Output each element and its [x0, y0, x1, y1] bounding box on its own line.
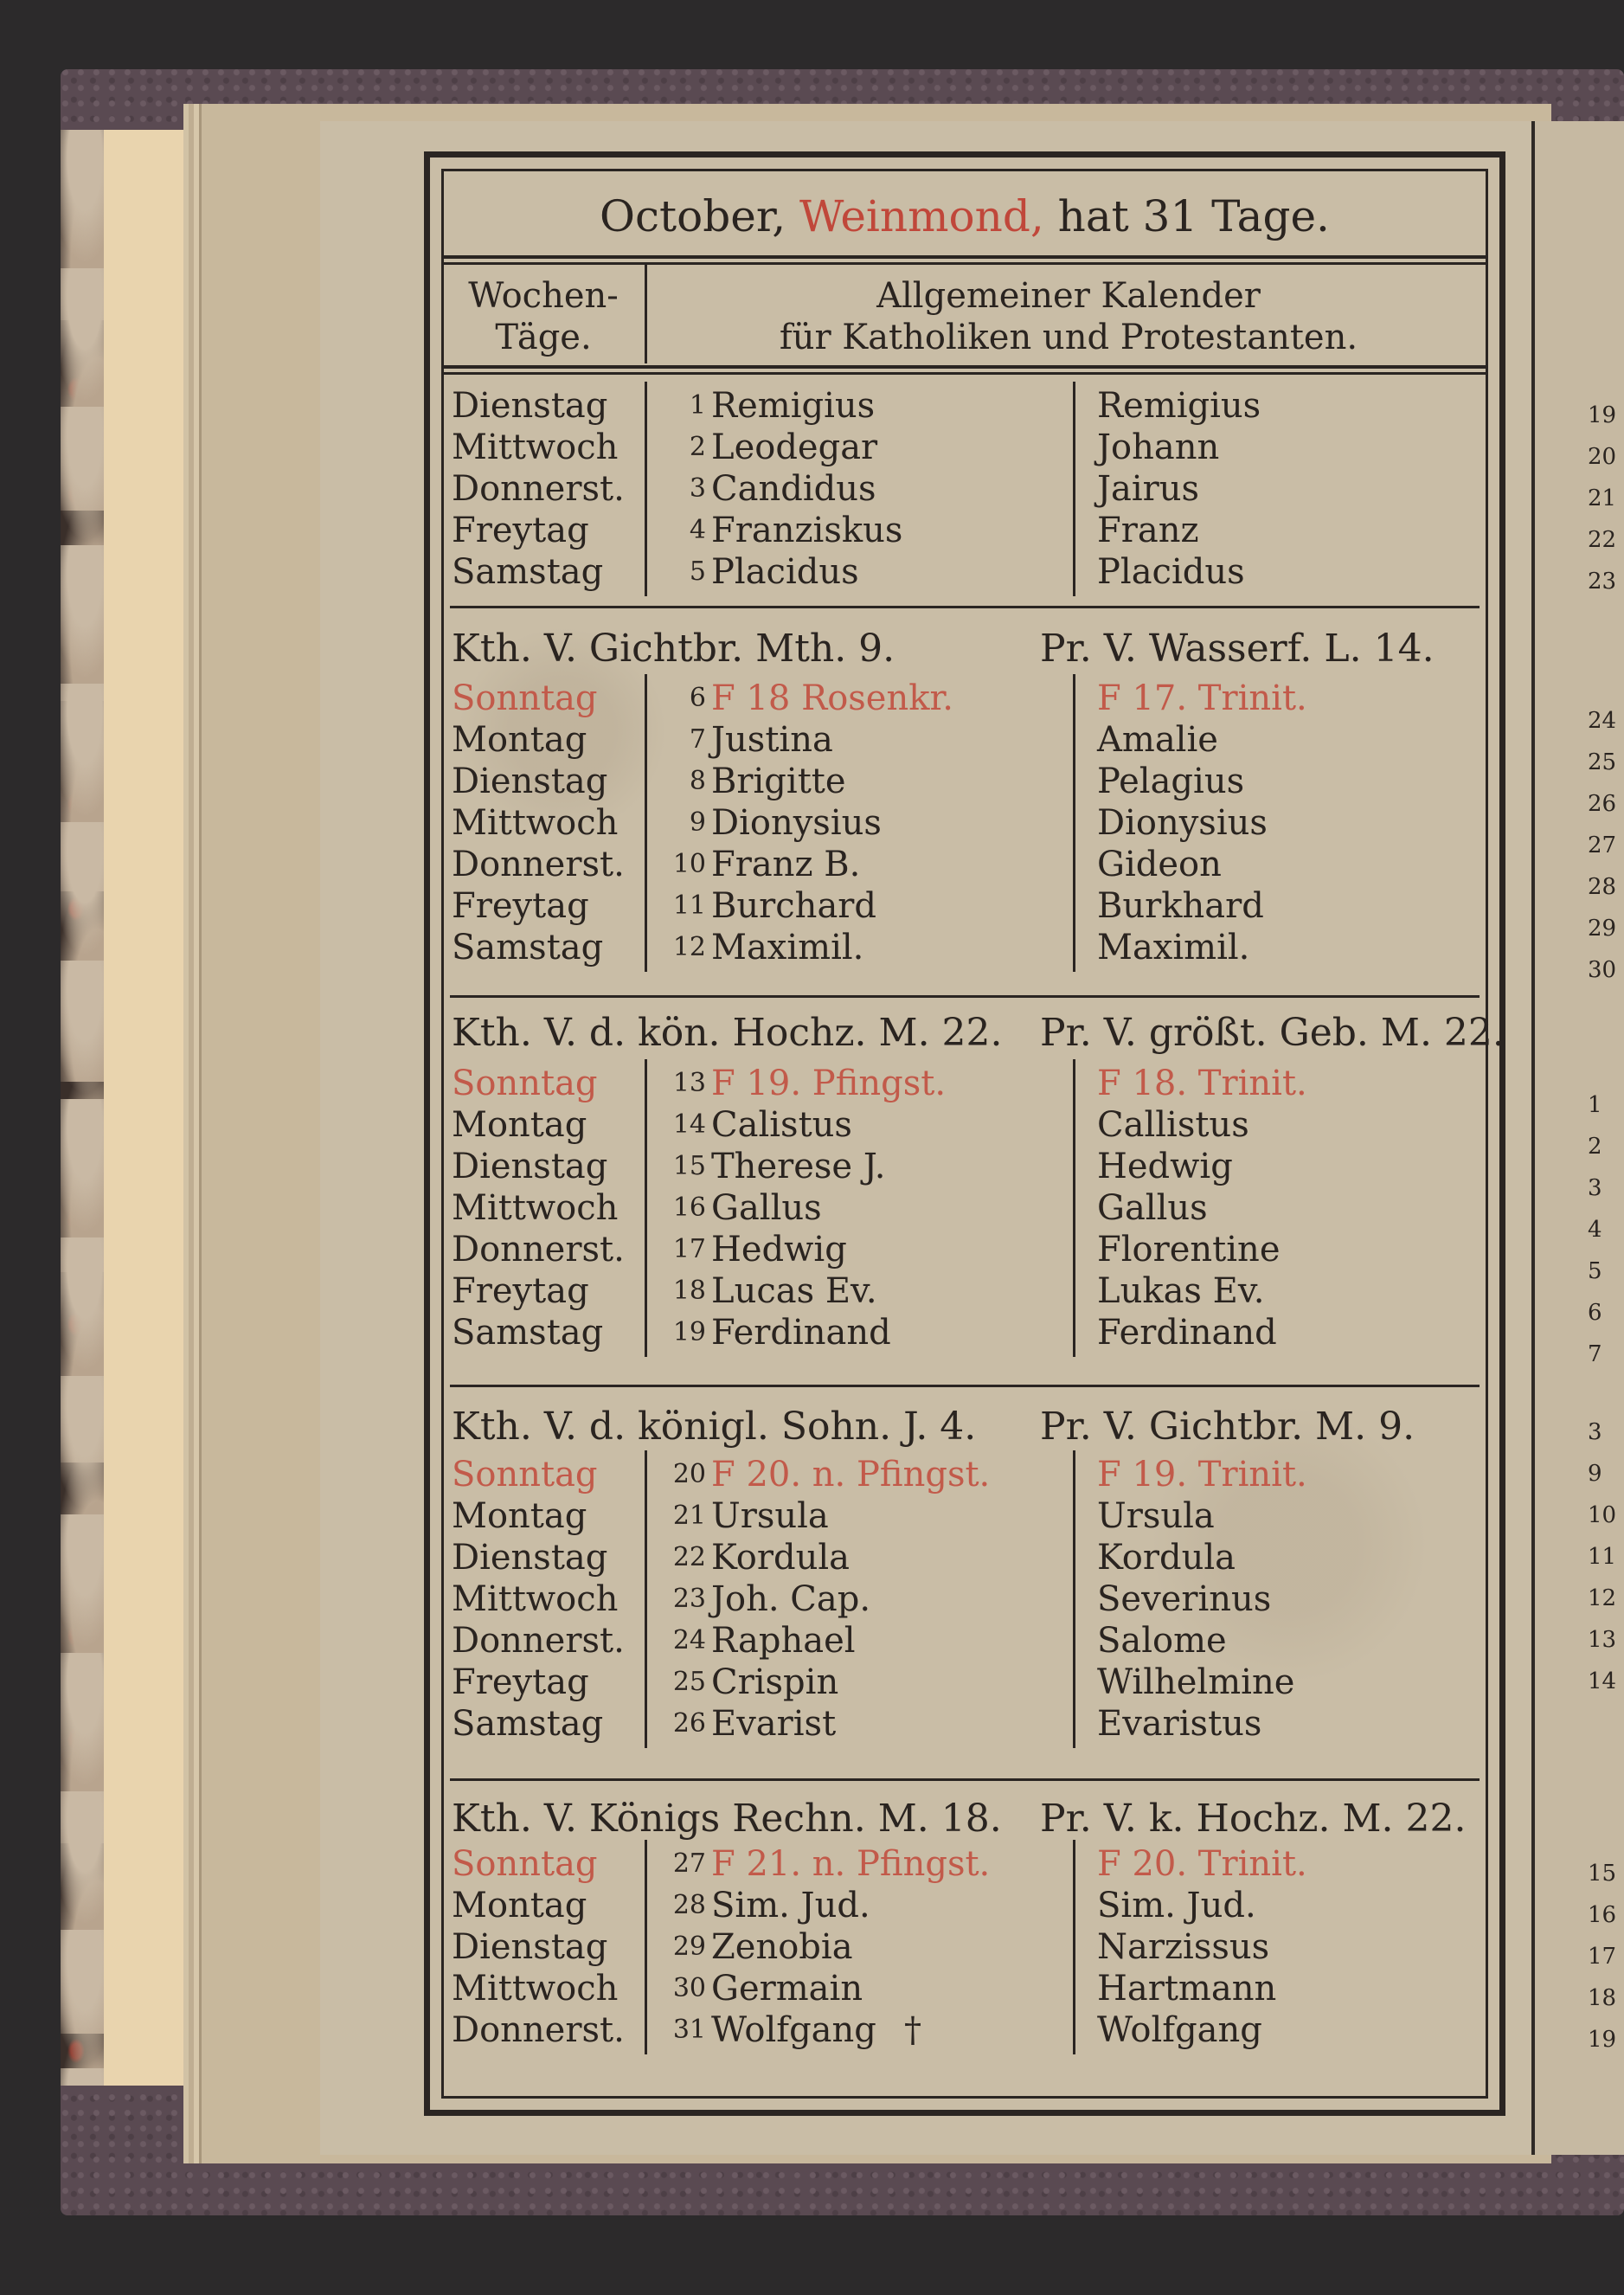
protestant-saint: Evaristus — [1097, 1704, 1262, 1744]
next-page-day-number: 27 — [1588, 832, 1617, 858]
protestant-saint: Dionysius — [1097, 803, 1268, 843]
catholic-moon-phase: Kth. V. d. kön. Hochz. M. 22. — [452, 1011, 1003, 1055]
column-divider — [1073, 382, 1075, 596]
moon-phase-line — [452, 1791, 1481, 1847]
week-separator — [450, 1385, 1480, 1387]
calendar-row — [0, 1537, 1624, 1578]
weekday: Donnerst. — [452, 1230, 625, 1270]
catholic-saint: Lucas Ev. — [711, 1271, 877, 1311]
day-number: 12 — [672, 932, 706, 962]
calendar-row — [0, 719, 1624, 761]
next-page-day-number: 11 — [1588, 1544, 1617, 1570]
next-page-day-number: 10 — [1588, 1502, 1617, 1528]
protestant-saint: F 19. Trinit. — [1097, 1455, 1307, 1495]
header-divider — [645, 264, 647, 363]
month-german-name: Weinmond, — [799, 191, 1044, 241]
day-number: 29 — [672, 1932, 706, 1962]
column-divider — [645, 1840, 647, 2054]
protestant-saint: Jairus — [1097, 469, 1200, 509]
day-number: 27 — [672, 1848, 706, 1879]
protestant-saint: Ursula — [1097, 1496, 1215, 1536]
calendar-row — [0, 1662, 1624, 1703]
protestant-saint: Severinus — [1097, 1579, 1272, 1619]
next-page-day-number: 6 — [1588, 1300, 1602, 1326]
weekday: Dienstag — [452, 1147, 608, 1186]
title-rule-2 — [441, 262, 1488, 265]
calendar-row — [0, 1454, 1624, 1495]
next-page-day-number: 3 — [1588, 1419, 1602, 1445]
protestant-saint: Hedwig — [1097, 1147, 1233, 1186]
next-page-day-number: 5 — [1588, 1258, 1602, 1284]
next-page-day-number: 29 — [1588, 916, 1617, 942]
catholic-saint: Ferdinand — [711, 1313, 891, 1353]
calendar-row — [0, 1187, 1624, 1229]
weekday: Sonntag — [452, 1844, 598, 1884]
catholic-saint: F 21. n. Pfingst. — [711, 1844, 991, 1884]
weekday: Samstag — [452, 552, 604, 592]
calendar-header-line2: für Katholiken und Protestanten. — [779, 318, 1358, 357]
day-number: 1 — [689, 390, 706, 421]
month-days: hat 31 Tage. — [1057, 191, 1330, 241]
catholic-saint: Justina — [711, 720, 833, 760]
calendar-row — [0, 385, 1624, 427]
day-number: 28 — [672, 1890, 706, 1920]
calendar-row — [0, 844, 1624, 885]
moon-phase-line — [452, 621, 1481, 677]
protestant-saint: Maximil. — [1097, 928, 1250, 968]
weekday: Dienstag — [452, 386, 608, 426]
day-number: 17 — [672, 1234, 706, 1264]
day-number: 13 — [672, 1068, 706, 1098]
column-divider — [1073, 1059, 1075, 1357]
catholic-saint: Burchard — [711, 886, 877, 926]
day-number: 30 — [672, 1973, 706, 2003]
weekday: Mittwoch — [452, 1579, 619, 1619]
calendar-row — [0, 1843, 1624, 1885]
calendar-header — [658, 275, 1480, 358]
calendar-row — [0, 1620, 1624, 1662]
calendar-row — [0, 1703, 1624, 1745]
calendar-row — [0, 1312, 1624, 1353]
header-rule-2 — [441, 372, 1488, 375]
next-page-day-number: 14 — [1588, 1668, 1617, 1694]
death-cross-mark: † — [904, 2010, 921, 2050]
next-page-day-number: 26 — [1588, 791, 1617, 817]
calendar-row — [0, 1968, 1624, 2009]
protestant-saint: F 20. Trinit. — [1097, 1844, 1307, 1884]
next-page-day-number: 1 — [1588, 1092, 1602, 1118]
protestant-saint: Gideon — [1097, 845, 1222, 884]
day-number: 5 — [689, 556, 706, 587]
weekday: Sonntag — [452, 1455, 598, 1495]
weekday: Montag — [452, 1105, 587, 1145]
calendar-row — [0, 927, 1624, 968]
protestant-saint: Salome — [1097, 1621, 1227, 1661]
column-divider — [645, 382, 647, 596]
protestant-saint: Sim. Jud. — [1097, 1886, 1256, 1925]
catholic-saint: Evarist — [711, 1704, 837, 1744]
calendar-row — [0, 1926, 1624, 1968]
next-page-day-number: 12 — [1588, 1585, 1617, 1611]
calendar-row — [0, 1270, 1624, 1312]
protestant-saint: Lukas Ev. — [1097, 1271, 1265, 1311]
calendar-row — [0, 551, 1624, 593]
catholic-saint: Sim. Jud. — [711, 1886, 870, 1925]
day-number: 8 — [689, 766, 706, 796]
calendar-row — [0, 427, 1624, 468]
catholic-saint: Gallus — [711, 1188, 822, 1228]
weekday: Montag — [452, 720, 587, 760]
catholic-saint: Germain — [711, 1969, 863, 2009]
next-page-day-number: 2 — [1588, 1134, 1602, 1160]
next-page-day-number: 19 — [1588, 2027, 1617, 2053]
protestant-saint: Burkhard — [1097, 886, 1264, 926]
day-number: 22 — [672, 1542, 706, 1572]
catholic-saint: Franziskus — [711, 511, 903, 550]
weekday: Donnerst. — [452, 1621, 625, 1661]
protestant-moon-phase: Pr. V. größt. Geb. M. 22. — [1040, 1011, 1505, 1055]
weekdays-header: Wochen- Täge. — [468, 276, 619, 357]
protestant-saint: Franz — [1097, 511, 1199, 550]
catholic-saint: F 20. n. Pfingst. — [711, 1455, 991, 1495]
week-separator — [450, 606, 1480, 608]
calendar-row — [0, 802, 1624, 844]
catholic-saint: Placidus — [711, 552, 859, 592]
weekday: Sonntag — [452, 678, 598, 718]
catholic-saint: Calistus — [711, 1105, 852, 1145]
protestant-saint: Amalie — [1097, 720, 1218, 760]
next-page-day-number: 7 — [1588, 1341, 1602, 1367]
column-divider — [645, 1450, 647, 1748]
calendar-row — [0, 1146, 1624, 1187]
day-number: 4 — [689, 515, 706, 545]
weekday: Donnerst. — [452, 845, 625, 884]
calendar-row — [0, 1885, 1624, 1926]
weekday: Mittwoch — [452, 803, 619, 843]
catholic-moon-phase: Kth. V. Gichtbr. Mth. 9. — [452, 627, 895, 671]
catholic-saint: Remigius — [711, 386, 876, 426]
calendar-row — [0, 1495, 1624, 1537]
catholic-saint: Ursula — [711, 1496, 829, 1536]
column-divider — [1073, 1840, 1075, 2054]
weekday: Samstag — [452, 1704, 604, 1744]
day-number: 19 — [672, 1317, 706, 1347]
catholic-saint: Franz B. — [711, 845, 861, 884]
weekday: Dienstag — [452, 1927, 608, 1967]
next-page-day-number: 13 — [1588, 1627, 1617, 1653]
next-page-day-number: 25 — [1588, 749, 1617, 775]
weekday: Montag — [452, 1496, 587, 1536]
weekday: Donnerst. — [452, 2010, 625, 2050]
page-title — [441, 177, 1488, 255]
catholic-saint: Candidus — [711, 469, 876, 509]
calendar-row — [0, 1063, 1624, 1104]
day-number: 10 — [672, 849, 706, 879]
protestant-saint: Florentine — [1097, 1230, 1281, 1270]
catholic-saint: Hedwig — [711, 1230, 847, 1270]
catholic-saint: Wolfgang — [711, 2010, 876, 2050]
protestant-saint: Ferdinand — [1097, 1313, 1277, 1353]
weekday: Mittwoch — [452, 1969, 619, 2009]
calendar-row — [0, 510, 1624, 551]
weekday: Montag — [452, 1886, 587, 1925]
next-page-day-number: 23 — [1588, 569, 1617, 595]
column-divider — [1073, 1450, 1075, 1748]
catholic-saint: Maximil. — [711, 928, 864, 968]
next-page-day-number: 24 — [1588, 708, 1617, 734]
column-divider — [645, 674, 647, 972]
next-page-day-number: 22 — [1588, 527, 1617, 553]
catholic-saint: Leodegar — [711, 428, 878, 467]
catholic-saint: Dionysius — [711, 803, 882, 843]
protestant-saint: Pelagius — [1097, 762, 1245, 801]
header-rule — [441, 365, 1488, 369]
calendar-row — [0, 468, 1624, 510]
next-page-day-number: 16 — [1588, 1902, 1617, 1928]
weekday: Donnerst. — [452, 469, 625, 509]
day-number: 21 — [672, 1501, 706, 1531]
catholic-saint: Raphael — [711, 1621, 856, 1661]
catholic-saint: Therese J. — [711, 1147, 886, 1186]
day-number: 9 — [689, 807, 706, 838]
day-number: 26 — [672, 1708, 706, 1739]
protestant-saint: F 18. Trinit. — [1097, 1064, 1307, 1103]
catholic-saint: F 19. Pfingst. — [711, 1064, 947, 1103]
weekday: Sonntag — [452, 1064, 598, 1103]
month-name: October, — [600, 191, 786, 241]
weekday: Freytag — [452, 511, 589, 550]
day-number: 7 — [689, 724, 706, 755]
next-page-day-number: 15 — [1588, 1861, 1617, 1887]
next-page-day-number: 28 — [1588, 874, 1617, 900]
protestant-moon-phase: Pr. V. Wasserf. L. 14. — [1040, 627, 1435, 671]
calendar-row — [0, 885, 1624, 927]
next-page-day-number: 19 — [1588, 402, 1617, 428]
protestant-saint: Callistus — [1097, 1105, 1249, 1145]
next-page-day-number: 4 — [1588, 1217, 1602, 1243]
column-divider — [1073, 674, 1075, 972]
day-number: 24 — [672, 1625, 706, 1655]
weekday: Mittwoch — [452, 1188, 619, 1228]
protestant-saint: Wolfgang — [1097, 2010, 1262, 2050]
calendar-row — [0, 2009, 1624, 2051]
next-page-day-number: 3 — [1588, 1175, 1602, 1201]
week-separator — [450, 995, 1480, 998]
column-divider — [645, 1059, 647, 1357]
weekday: Freytag — [452, 1271, 589, 1311]
weekday: Dienstag — [452, 1538, 608, 1578]
weekday: Mittwoch — [452, 428, 619, 467]
day-number: 20 — [672, 1459, 706, 1489]
protestant-saint: Wilhelmine — [1097, 1662, 1295, 1702]
next-page-day-number: 17 — [1588, 1944, 1617, 1970]
catholic-saint: Kordula — [711, 1538, 851, 1578]
protestant-moon-phase: Pr. V. Gichtbr. M. 9. — [1040, 1405, 1415, 1449]
protestant-saint: Kordula — [1097, 1538, 1236, 1578]
catholic-moon-phase: Kth. V. d. königl. Sohn. J. 4. — [452, 1405, 977, 1449]
next-page-day-number: 21 — [1588, 485, 1617, 511]
catholic-saint: Zenobia — [711, 1927, 853, 1967]
catholic-saint: F 18 Rosenkr. — [711, 678, 953, 718]
protestant-saint: F 17. Trinit. — [1097, 678, 1307, 718]
calendar-row — [0, 1578, 1624, 1620]
protestant-saint: Remigius — [1097, 386, 1261, 426]
weekday: Freytag — [452, 1662, 589, 1702]
weekday: Samstag — [452, 1313, 604, 1353]
calendar-header-line1: Allgemeiner Kalender — [876, 276, 1261, 316]
weekday: Freytag — [452, 886, 589, 926]
day-number: 18 — [672, 1276, 706, 1306]
moon-phase-line — [452, 1006, 1505, 1061]
protestant-saint: Johann — [1097, 428, 1220, 467]
day-number: 11 — [672, 890, 706, 921]
catholic-moon-phase: Kth. V. Königs Rechn. M. 18. — [452, 1797, 1002, 1841]
calendar-row — [0, 761, 1624, 802]
protestant-saint: Placidus — [1097, 552, 1245, 592]
day-number: 16 — [672, 1192, 706, 1223]
day-number: 2 — [689, 432, 706, 462]
moon-phase-line — [452, 1399, 1481, 1455]
title-rule — [441, 255, 1488, 259]
next-page-day-number: 18 — [1588, 1985, 1617, 2011]
day-number: 6 — [689, 683, 706, 713]
protestant-saint: Hartmann — [1097, 1969, 1277, 2009]
day-number: 31 — [672, 2015, 706, 2045]
day-number: 3 — [689, 473, 706, 504]
calendar-row — [0, 1229, 1624, 1270]
protestant-saint: Narzissus — [1097, 1927, 1270, 1967]
next-page-day-number: 20 — [1588, 444, 1617, 470]
weekday: Dienstag — [452, 762, 608, 801]
calendar-row — [0, 678, 1624, 719]
protestant-saint: Gallus — [1097, 1188, 1208, 1228]
weekday: Samstag — [452, 928, 604, 968]
day-number: 25 — [672, 1667, 706, 1697]
catholic-saint: Joh. Cap. — [711, 1579, 871, 1619]
protestant-moon-phase: Pr. V. k. Hochz. M. 22. — [1040, 1797, 1467, 1841]
day-number: 14 — [672, 1109, 706, 1140]
next-page-day-number: 9 — [1588, 1461, 1602, 1487]
week-separator — [450, 1778, 1480, 1781]
catholic-saint: Brigitte — [711, 762, 846, 801]
day-number: 23 — [672, 1584, 706, 1614]
catholic-saint: Crispin — [711, 1662, 839, 1702]
day-number: 15 — [672, 1151, 706, 1181]
next-page-day-number: 30 — [1588, 957, 1617, 983]
calendar-row — [0, 1104, 1624, 1146]
